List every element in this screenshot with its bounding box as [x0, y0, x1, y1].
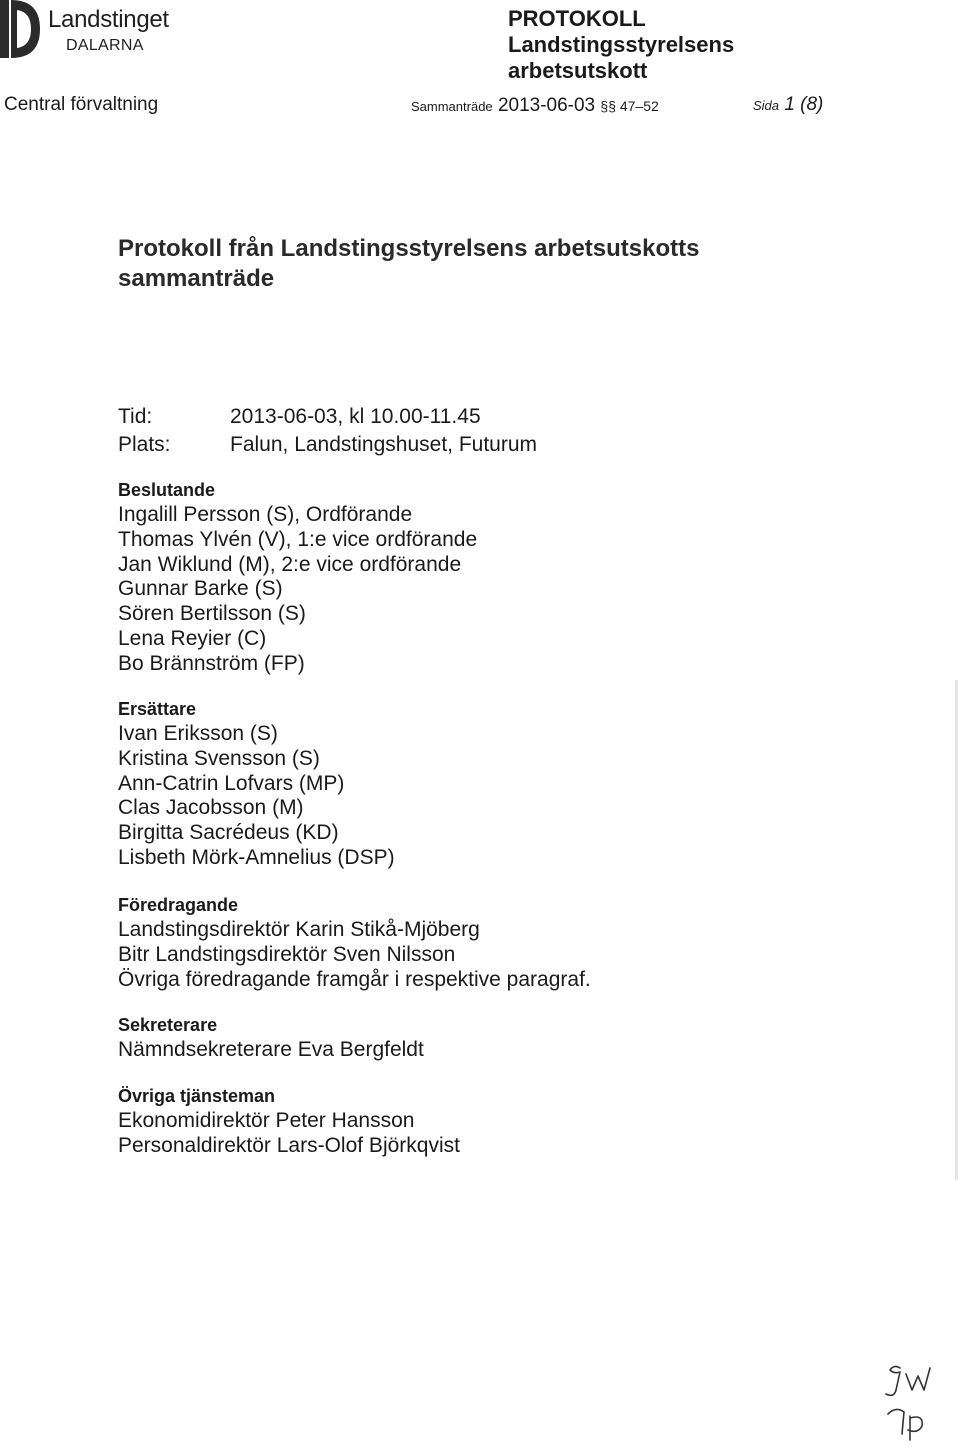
meeting-label: Sammanträde [411, 99, 493, 114]
section-sekreterare [118, 1013, 838, 1063]
list-item: Landstingsdirektör Karin Stikå-Mjöberg [118, 918, 480, 941]
time-label: Tid: [118, 405, 153, 428]
section-heading: Föredragande [118, 895, 239, 915]
list-item: Ekonomidirektör Peter Hansson [118, 1109, 415, 1132]
list-item: Birgitta Sacrédeus (KD) [118, 821, 339, 845]
section-ersattare [118, 697, 838, 871]
place-label: Plats: [118, 433, 171, 456]
list-item: Gunnar Barke (S) [118, 577, 283, 601]
list-item: Kristina Svensson (S) [118, 746, 320, 770]
time-value: 2013-06-03, kl 10.00-11.45 [230, 405, 481, 428]
logo-subtitle: DALARNA [66, 37, 144, 54]
list-item: Övriga föredragande framgår i respektive paragraf. [118, 967, 591, 991]
section-heading: Sekreterare [118, 1015, 218, 1035]
list-item: Lena Reyier (C) [118, 626, 267, 650]
meeting-info [411, 95, 659, 117]
document-type: PROTOKOLL [508, 6, 646, 31]
list-item: Nämndsekreterare Eva Bergfeldt [118, 1038, 424, 1061]
document-title: Protokoll från Landstingsstyrelsens arbetsutskotts sammanträde [118, 235, 700, 292]
section-ovriga [118, 1084, 838, 1159]
list-item: Ingalill Persson (S), Ordförande [118, 503, 413, 526]
committee-name: Landstingsstyrelsens arbetsutskott [508, 32, 735, 83]
section-heading: Beslutande [118, 480, 216, 500]
handwritten-initials-icon [866, 1360, 946, 1444]
list-item: Personaldirektör Lars-Olof Björkqvist [118, 1133, 460, 1157]
page-value: 1 (8) [784, 94, 824, 115]
list-item: Clas Jacobsson (M) [118, 796, 304, 820]
meeting-paragraphs: §§ 47–52 [600, 98, 659, 114]
section-heading: Övriga tjänsteman [118, 1086, 276, 1106]
place-value: Falun, Landstingshuset, Futurum [230, 433, 538, 456]
list-item: Bo Brännström (FP) [118, 651, 305, 675]
logo-name: Landstinget [48, 6, 169, 33]
department: Central förvaltning [4, 94, 159, 115]
meeting-date: 2013-06-03 [497, 95, 596, 116]
section-heading: Ersättare [118, 699, 197, 719]
landstinget-logo-icon [0, 0, 42, 58]
list-item: Thomas Ylvén (V), 1:e vice ordförande [118, 527, 478, 551]
scan-edge [955, 680, 958, 1180]
list-item: Sören Bertilsson (S) [118, 602, 306, 626]
page-label: Sida [753, 98, 780, 113]
section-foredragande [118, 893, 838, 992]
page-reference [753, 94, 823, 116]
list-item: Jan Wiklund (M), 2:e vice ordförande [118, 552, 462, 576]
section-beslutande [118, 478, 838, 677]
list-item: Lisbeth Mörk-Amnelius (DSP) [118, 845, 395, 869]
list-item: Ivan Eriksson (S) [118, 722, 278, 745]
list-item: Bitr Landstingsdirektör Sven Nilsson [118, 942, 456, 966]
list-item: Ann-Catrin Lofvars (MP) [118, 771, 345, 795]
